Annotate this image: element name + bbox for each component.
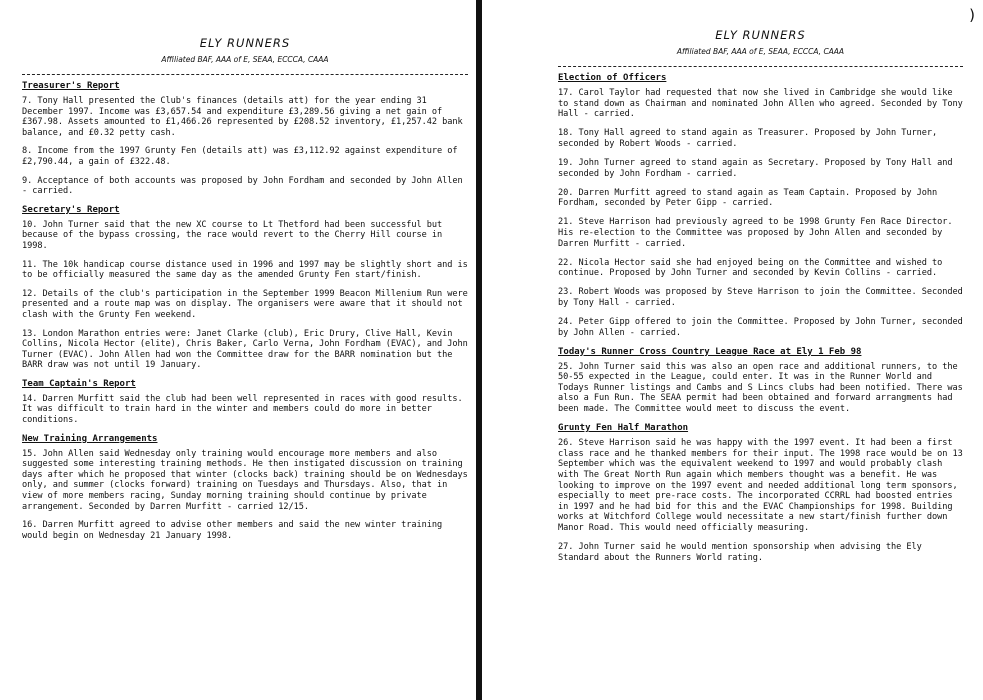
- minute-item: 20. Darren Murfitt agreed to stand again as Team Captain. Proposed by John Fordham, seconded by Peter Gipp - carried.: [558, 187, 938, 209]
- section-heading: Treasurer's Report: [22, 81, 120, 91]
- minute-item: 13. London Marathon entries were: Janet Clarke (club), Eric Drury, Clive Hall, Kevin Collins, Nicola Hector (elite), Chris Baker, Carlo Verna, John Fordham (EVAC), and John Turner (EVAC). John Allen had won the Committee draw for the BARR nomination but the BARR draw was not until 19 January.: [22, 328, 468, 371]
- club-title: ELY RUNNERS: [199, 36, 291, 50]
- minute-item: 11. The 10k handicap course distance used in 1996 and 1997 may be slightly short and is to be officially measured the same day as the amended Grunty Fen start/finish.: [22, 259, 468, 281]
- section-cross-country-league-race: [558, 347, 963, 415]
- minute-item: 24. Peter Gipp offered to join the Committee. Proposed by John Turner, seconded by John Allen - carried.: [558, 317, 963, 338]
- affiliation-line: Affiliated BAF, AAA of E, SEAA, ECCCA, CAAA: [161, 55, 329, 64]
- section-heading: Grunty Fen Half Marathon: [558, 423, 689, 434]
- right-header: [558, 28, 963, 56]
- section-heading: Secretary's Report: [22, 204, 120, 215]
- minute-item: 19. John Turner agreed to stand again as Secretary. Proposed by Tony Hall and seconded by John Fordham - carried.: [558, 157, 953, 179]
- left-page: [0, 0, 476, 700]
- section-heading: Today's Runner Cross Country League Race at Ely 1 Feb 98: [558, 346, 862, 357]
- minute-item: 18. Tony Hall agreed to stand again as Treasurer. Proposed by John Turner, seconded by Robert Woods - carried.: [558, 128, 938, 149]
- section-heading: Election of Officers: [558, 73, 667, 83]
- affiliation-line: Affiliated BAF, AAA of E, SEAA, ECCCA, CAAA: [676, 47, 845, 56]
- minute-item: 8. Income from the 1997 Grunty Fen (details att) was £3,112.92 against expenditure of £2,790.44, a gain of £322.48.: [22, 146, 458, 167]
- minute-item: 26. Steve Harrison said he was happy with the 1997 event. It had been a first class race and he thanked members for their input. The 1998 race would be on 13 September which was the equivalent weekend to 1997 and would probably clash with The Great North Run again which members thought was a benefit. He was looking to improve on the 1997 event and needed additional long term sponsors, especially to meet pre-race costs. The incorporated CCRRL had boosted entries in 1997 and he had bid for this and the EVAC Championships for 1998. Building works at Witchford College would necessitate a new start/finish further down Manor Road. This would need officially measuring.: [558, 438, 963, 533]
- minute-item: 10. John Turner said that the new XC course to Lt Thetford had been successful but because of the bypass crossing, the race would revert to the Cherry Hill course in 1998.: [22, 219, 443, 251]
- section-team-captains-report: [22, 379, 468, 426]
- section-election-of-officers: [558, 73, 963, 338]
- minute-item: 23. Robert Woods was proposed by Steve Harrison to join the Committee. Seconded by Tony Hall - carried.: [558, 287, 963, 308]
- right-page: [482, 0, 983, 700]
- section-heading: New Training Arrangements: [22, 433, 158, 444]
- minute-item: 7. Tony Hall presented the Club's finances (details att) for the year ending 31 December 1997. Income was £3,657.54 and expenditure £3,289.56 giving a net gain of £367.98. Assets amounted to £1,466.26 represented by £208.52 inventory, £1,257.42 bank balance, and £0.32 petty cash.: [22, 96, 463, 138]
- section-new-training-arrangements: [22, 434, 468, 542]
- header-divider: [22, 74, 468, 75]
- minute-item: 22. Nicola Hector said she had enjoyed being on the Committee and wished to continue. Proposed by John Turner and seconded by Kevin Collins - carried.: [558, 257, 943, 279]
- minute-item: 9. Acceptance of both accounts was proposed by John Fordham and seconded by John Allen - carried.: [22, 175, 463, 197]
- section-heading: Team Captain's Report: [22, 378, 136, 389]
- minute-item: 16. Darren Murfitt agreed to advise other members and said the new winter training would begin on Wednesday 21 January 1998.: [22, 520, 443, 541]
- minute-item: 25. John Turner said this was also an open race and additional runners, to the 50-55 expected in the League, could enter. It was in the Runner World and Todays Runner listings and Cambs and S Lincs clubs had been notified. There was also a Fun Run. The SEAA permit had been obtained and forward arrangments had been made. The Committee would meet to discuss the event.: [558, 361, 963, 415]
- section-treasurers-report: [22, 81, 468, 197]
- header-divider: [558, 66, 963, 67]
- club-title: ELY RUNNERS: [715, 28, 806, 42]
- left-header: [22, 36, 468, 64]
- scan-edge-mark: ): [969, 6, 975, 24]
- minute-item: 17. Carol Taylor had requested that now she lived in Cambridge she would like to stand down as Chairman and nominated John Allen who agreed. Seconded by Tony Hall - carried.: [558, 88, 963, 120]
- minute-item: 12. Details of the club's participation in the September 1999 Beacon Millenium Run were presented and a route map was on display. The organisers were aware that it should not clash with the Grunty Fen weekend.: [22, 288, 468, 320]
- minute-item: 14. Darren Murfitt said the club had been well represented in races with good results. It was difficult to train hard in the winter and members could do more in better conditions.: [22, 393, 463, 426]
- minute-item: 15. John Allen said Wednesday only training would encourage more members and also suggested some interesting training methods. He then instigated discussion on training days after which he proposed that winter (clocks back) training should be on Wednesdays only, and summer (clocks forward) training on Tuesdays and Thursdays. Also, that in view of more members racing, Sunday morning training should continue by private arrangement. Seconded by Darren Murfitt - carried 12/15.: [22, 448, 468, 512]
- minute-item: 21. Steve Harrison had previously agreed to be 1998 Grunty Fen Race Director. His re-election to the Committee was proposed by John Allen and seconded by Darren Murfitt - carried.: [558, 217, 953, 249]
- section-secretarys-report: [22, 205, 468, 371]
- section-grunty-fen-half-marathon: [558, 423, 963, 563]
- minute-item: 27. John Turner said he would mention sponsorship when advising the Ely Standard about the Runners World rating.: [558, 542, 922, 563]
